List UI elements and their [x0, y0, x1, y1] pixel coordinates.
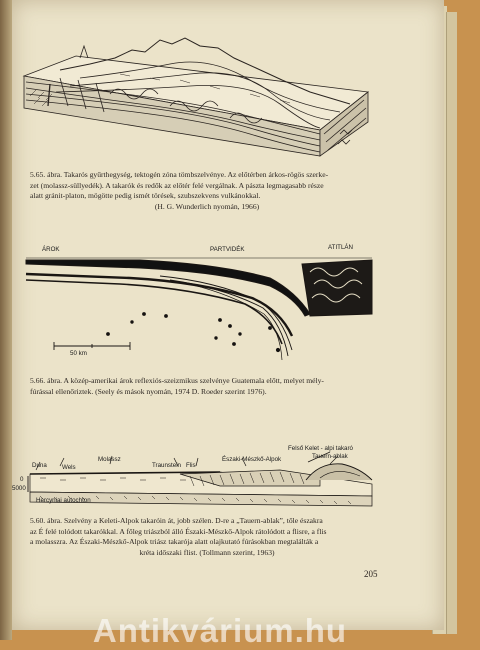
label-felso-takaro: Felső Kelet - alpi takaró [288, 445, 353, 452]
figure-5-60-caption [30, 516, 384, 558]
block-diagram-figure [20, 34, 382, 162]
label-wels: Wels [62, 464, 76, 471]
label-duna: Duna [32, 462, 47, 469]
label-elevation-5000: 5000 [12, 485, 26, 492]
label-elevation-0: 0 [20, 476, 24, 483]
caption-line: a molasszra. Az Északi-Mészkő-Alpok triász takarója alatt olajkutató fúrásokban megtalálták a [30, 537, 319, 546]
label-tauern-ablak: Tauern-ablak [312, 453, 348, 460]
label-arok: ÁROK [42, 246, 60, 253]
book-spine [0, 0, 12, 640]
label-eszaki-meszko-alpok: Északi-Mészkő-Alpok [222, 456, 282, 463]
caption-line: kréta időszaki flist. (Tollmann szerint, 1963) [139, 547, 275, 557]
label-atitlan: ATITLÁN [328, 244, 353, 251]
watermark: Antikvárium.hu [92, 612, 348, 649]
page-edges-back [446, 12, 457, 634]
label-molassz: Molassz [98, 456, 121, 463]
figure-5-66-caption [30, 376, 384, 397]
label-traunstein: Traunstein [152, 462, 182, 469]
caption-line: fúrással ellenőriztek. (Seely és mások nyomán, 1974 D. Roeder szerint 1976). [30, 386, 267, 396]
label-flis: Flis [186, 462, 196, 469]
figure-5-65-caption [30, 170, 384, 212]
label-hercyniai-autochton: Hercyniai autochton [36, 497, 91, 504]
caption-line: 5.60. ábra. Szelvény a Keleti-Alpok takaróin át, jobb szélen. D-re a „Tauern-ablak”, tőle északra [30, 516, 323, 525]
caption-line: az É felé tolódott takarókkal. A főleg triászból álló Északi-Mészkő-Alpok rátolódott a flisre, a flis [30, 526, 327, 536]
caption-line: 5.66. ábra. A közép-amerikai árok reflexiós-szeizmikus szelvénye Guatemala előtt, melyet mély- [30, 376, 324, 385]
book-page [12, 0, 444, 630]
caption-line: alatt gránit-platon, mögötte pedig ismét törések, szubszekvens vulkánokkal. [30, 191, 261, 200]
caption-line: 5.65. ábra. Takarós gyűrthegység, tektogén zóna tömbszelvénye. Az előtérben árkos-rögös szerke- [30, 170, 329, 179]
label-partvidek: PARTVIDÉK [210, 246, 245, 253]
caption-line: zet (molassz-süllyedék). A takarók és redők az előtér felé vergálnak. A pászta legmagasabb része [30, 180, 324, 190]
page-number: 205 [364, 569, 378, 579]
label-scale: 50 km [70, 350, 87, 357]
caption-source: (H. G. Wunderlich nyomán, 1966) [154, 201, 260, 211]
